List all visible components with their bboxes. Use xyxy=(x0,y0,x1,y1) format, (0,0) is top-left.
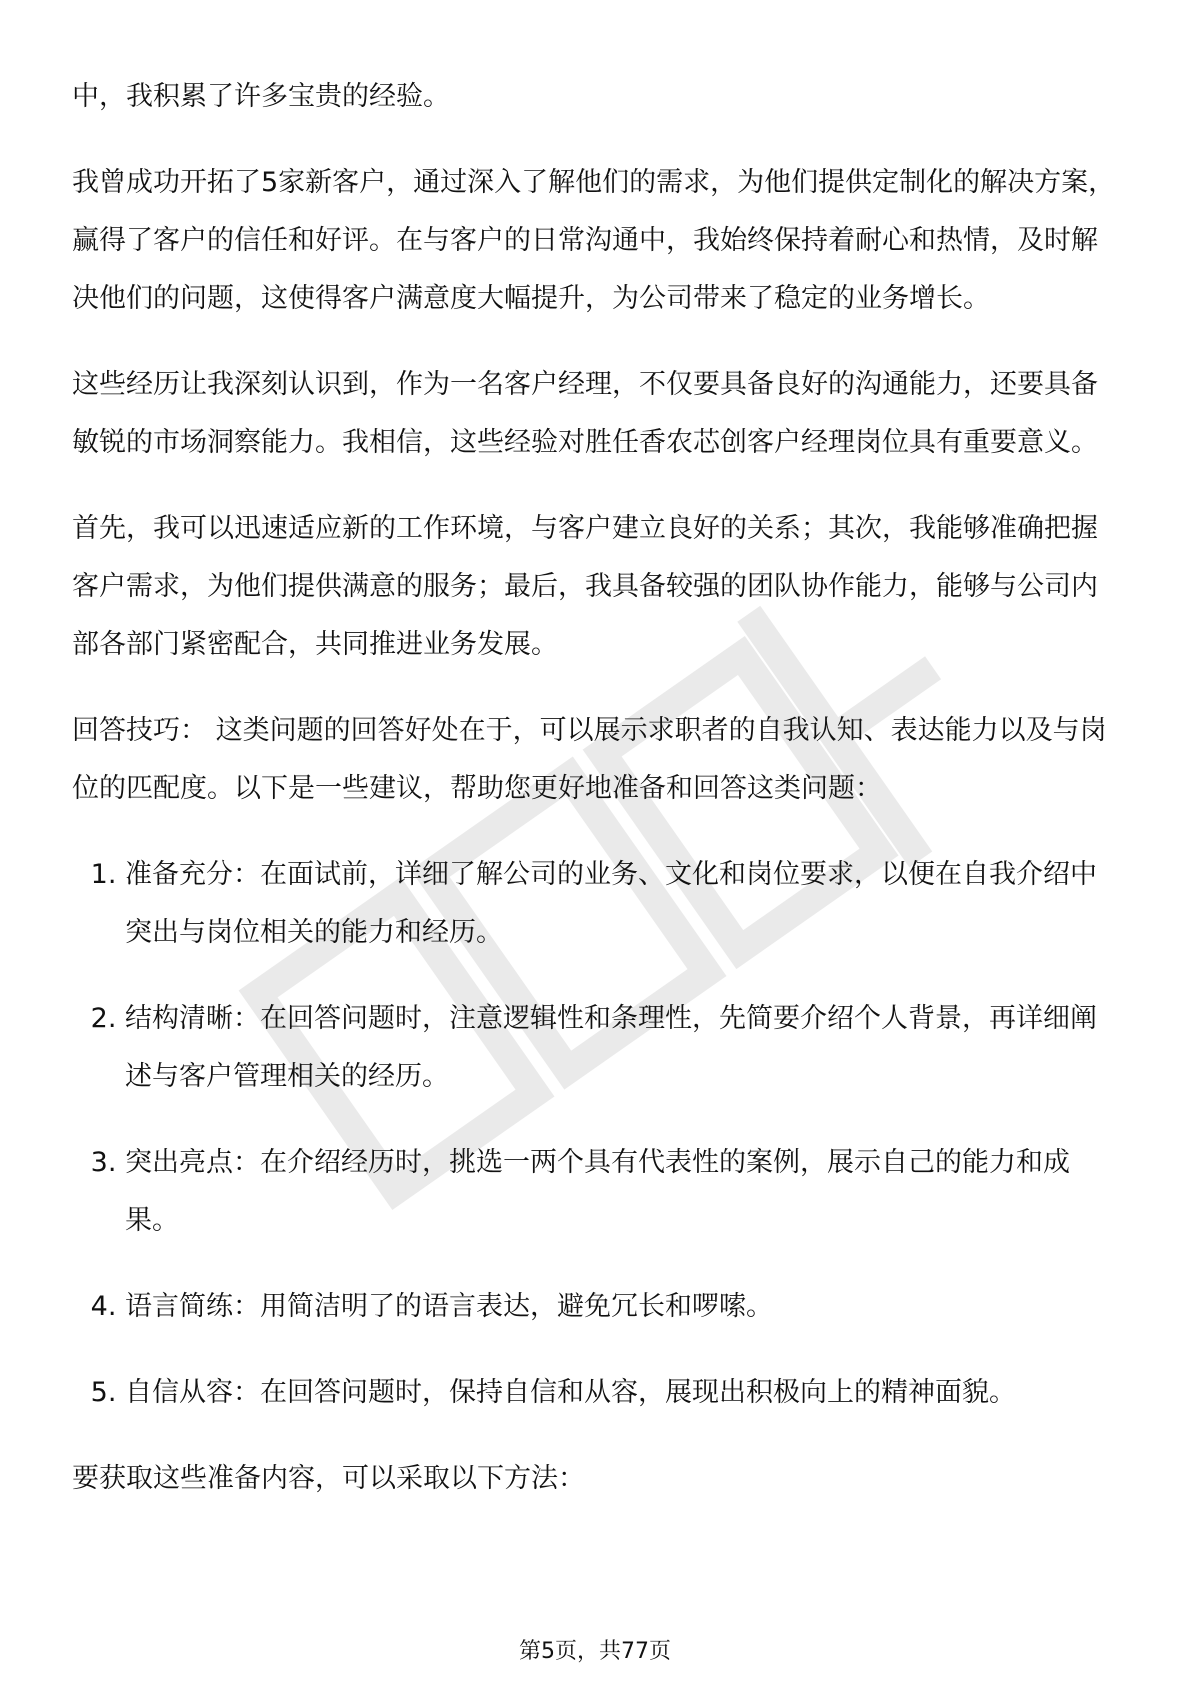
paragraph: 首先，我可以迅速适应新的工作环境，与客户建立良好的关系；其次，我能够准确把握客户需求，为他们提供满意的服务；最后，我具备较强的团队协作能力，能够与公司内部各部门紧密配合，共同推进业务发展。 xyxy=(72,513,1098,660)
list-item: 1. 准备充分：在面试前，详细了解公司的业务、文化和岗位要求，以便在自我介绍中突出与岗位相关的能力和经历。 xyxy=(125,846,1122,962)
paragraph: 我曾成功开拓了5家新客户，通过深入了解他们的需求，为他们提供定制化的解决方案，赢得了客户的信任和好评。在与客户的日常沟通中，我始终保持着耐心和热情，及时解决他们的问题，这使得客户满意度大幅提升，为公司带来了稳定的业务增长。 xyxy=(72,167,1116,314)
paragraph: 中，我积累了许多宝贵的经验。 xyxy=(72,81,450,112)
list-item: 4. 语言简练：用简洁明了的语言表达，避免冗长和啰嗦。 xyxy=(125,1278,1122,1336)
paragraph: 回答技巧： 这类问题的回答好处在于，可以展示求职者的自我认知、表达能力以及与岗位的匹配度。以下是一些建议，帮助您更好地准备和回答这类问题： xyxy=(72,715,1107,804)
document-body xyxy=(72,68,1122,1536)
list-item: 5. 自信从容：在回答问题时，保持自信和从容，展现出积极向上的精神面貌。 xyxy=(125,1364,1122,1422)
page-number: 第5页，共77页 xyxy=(519,1639,671,1664)
tips-list xyxy=(72,846,1122,1422)
closing-paragraph: 要获取这些准备内容，可以采取以下方法： xyxy=(72,1463,585,1494)
list-item: 3. 突出亮点：在介绍经历时，挑选一两个具有代表性的案例，展示自己的能力和成果。 xyxy=(125,1134,1122,1250)
list-item: 2. 结构清晰：在回答问题时，注意逻辑性和条理性，先简要介绍个人背景，再详细阐述与客户管理相关的经历。 xyxy=(125,990,1122,1106)
paragraph: 这些经历让我深刻认识到，作为一名客户经理，不仅要具备良好的沟通能力，还要具备敏锐的市场洞察能力。我相信，这些经验对胜任香农芯创客户经理岗位具有重要意义。 xyxy=(72,369,1098,458)
